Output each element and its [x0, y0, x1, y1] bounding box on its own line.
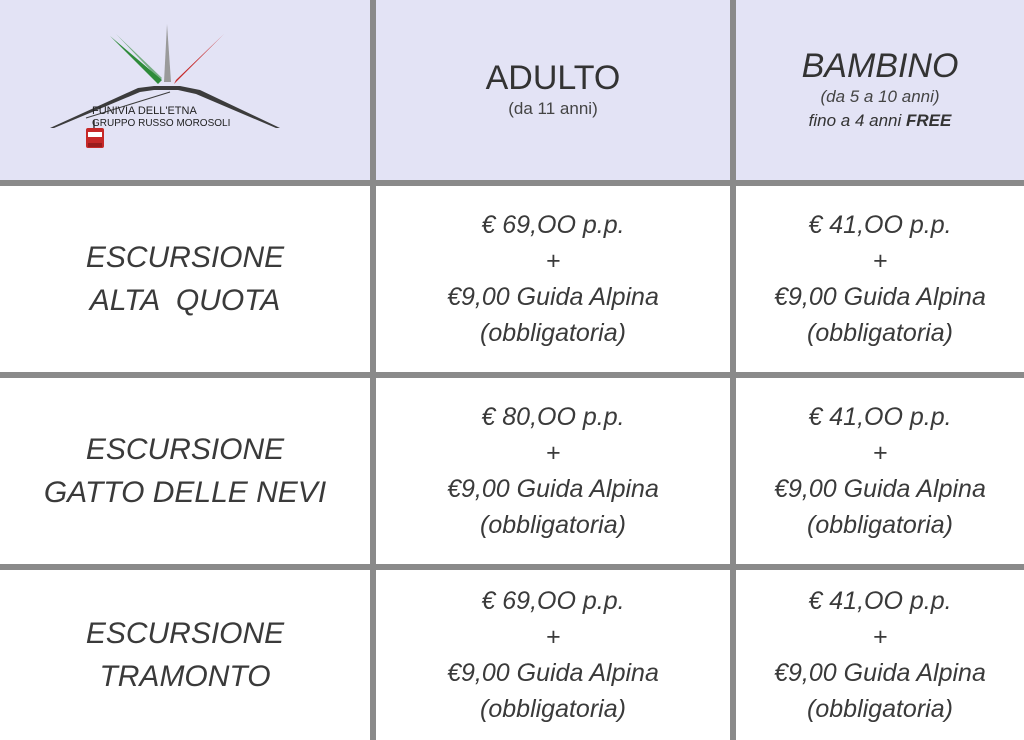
plus-sign: + [872, 246, 888, 275]
price-cell-child [736, 378, 1024, 564]
adult-subtitle: (da 11 anni) [508, 99, 598, 119]
child-free-note [809, 111, 952, 131]
plus-sign: + [872, 438, 888, 467]
plus-sign: + [872, 622, 888, 651]
funivia-etna-logo [50, 22, 290, 162]
row-label-line: ESCURSIONE [85, 616, 285, 650]
green-ray-icon [110, 36, 162, 84]
guide-price: €9,00 Guida Alpina [447, 283, 659, 311]
adult-title: ADULTO [485, 58, 621, 97]
row-label [86, 612, 284, 699]
price-block [774, 583, 986, 728]
price-value: € 69,OO p.p. [481, 210, 625, 239]
price-block [447, 207, 659, 352]
plus-sign: + [545, 246, 561, 275]
price-block [774, 399, 986, 544]
price-value: € 41,OO p.p. [808, 402, 952, 431]
guide-price: €9,00 Guida Alpina [774, 659, 986, 687]
plus-sign: + [545, 622, 561, 651]
row-label-cell [0, 378, 370, 564]
price-value: € 80,OO p.p. [481, 402, 625, 431]
price-block [774, 207, 986, 352]
grey-ray-icon [164, 24, 171, 82]
guide-note: (obbligatoria) [480, 319, 626, 348]
price-value: € 41,OO p.p. [808, 586, 952, 615]
guide-note: (obbligatoria) [807, 319, 953, 348]
child-title: BAMBINO [801, 46, 959, 85]
guide-note: (obbligatoria) [807, 695, 953, 724]
row-label-line: GATTO DELLE NEVI [43, 476, 327, 509]
price-cell-child [736, 570, 1024, 740]
price-cell-adult [376, 378, 730, 564]
guide-note: (obbligatoria) [480, 511, 626, 540]
child-free-note-prefix: fino a 4 anni [808, 111, 902, 131]
price-block [447, 583, 659, 728]
row-label-cell [0, 570, 370, 740]
header-adult [376, 0, 730, 180]
price-value: € 41,OO p.p. [808, 210, 952, 239]
row-label-line: ESCURSIONE [85, 240, 285, 274]
price-cell-adult [376, 186, 730, 372]
guide-note: (obbligatoria) [480, 695, 626, 724]
guide-price: €9,00 Guida Alpina [774, 283, 986, 311]
row-label-line: ESCURSIONE [85, 432, 285, 466]
row-label-line: ALTA QUOTA [89, 284, 281, 317]
red-ray-icon [174, 34, 224, 84]
guide-note: (obbligatoria) [807, 511, 953, 540]
row-label-line: TRAMONTO [99, 660, 271, 693]
child-free-badge: FREE [906, 111, 952, 131]
guide-price: €9,00 Guida Alpina [774, 475, 986, 503]
logo-cell [0, 0, 370, 180]
guide-price: €9,00 Guida Alpina [447, 475, 659, 503]
price-cell-child [736, 186, 1024, 372]
plus-sign: + [545, 438, 561, 467]
row-label [86, 236, 284, 323]
price-cell-adult [376, 570, 730, 740]
row-label [44, 428, 326, 515]
guide-price: €9,00 Guida Alpina [447, 659, 659, 687]
row-label-cell [0, 186, 370, 372]
price-value: € 69,OO p.p. [481, 586, 625, 615]
child-subtitle: (da 5 a 10 anni) [820, 87, 940, 107]
logo-line2: GRUPPO RUSSO MOROSOLI [92, 118, 231, 129]
header-child [736, 0, 1024, 180]
price-block [447, 399, 659, 544]
logo-line1: FUNIVIA DELL'ETNA [92, 105, 197, 117]
